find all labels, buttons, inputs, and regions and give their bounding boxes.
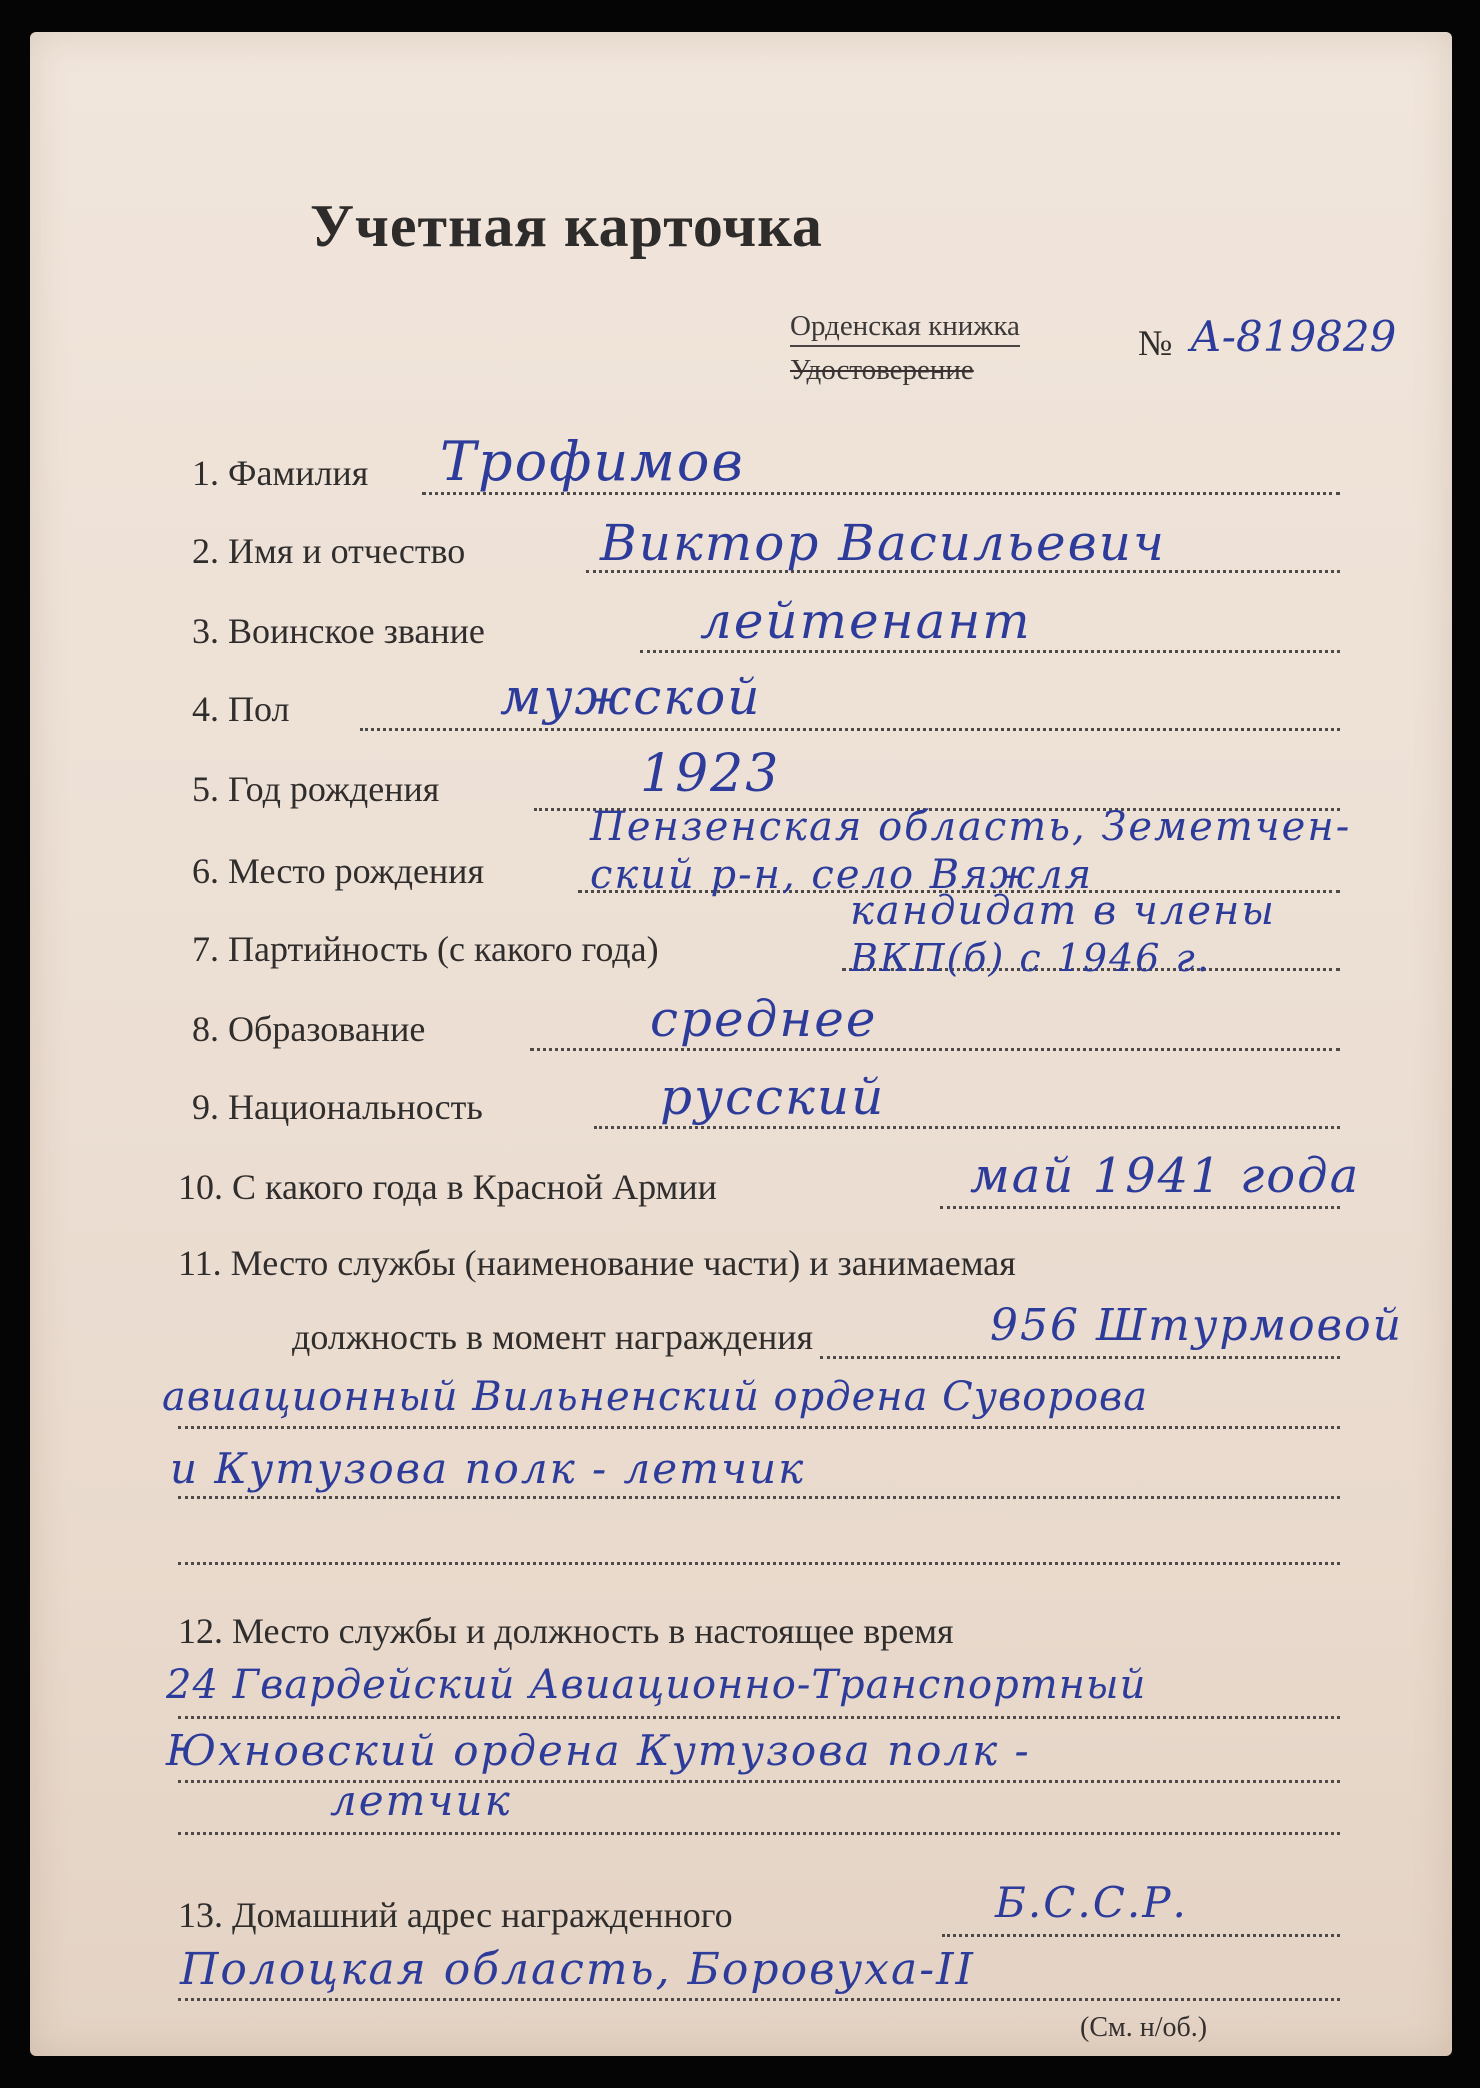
footer-see-reverse: (См. н/об.) xyxy=(1080,2012,1208,2043)
value-party-line2: ВКП(б) с 1946 г. xyxy=(850,936,1211,980)
line-service-at-award-2 xyxy=(178,1426,1340,1429)
label-nationality: 9. Национальность xyxy=(192,1087,483,1127)
line-home-address-2 xyxy=(178,1998,1340,2001)
line-nationality xyxy=(594,1126,1340,1129)
value-service-at-award-line2: авиационный Вильненский ордена Суворова xyxy=(162,1374,1149,1420)
card-title: Учетная карточка xyxy=(310,193,823,259)
line-sex xyxy=(360,728,1340,731)
value-military-rank: лейтенант xyxy=(700,592,1032,650)
value-current-service-line3: летчик xyxy=(330,1776,512,1825)
value-surname: Трофимов xyxy=(440,430,745,493)
label-birth-year: 5. Год рождения xyxy=(192,769,440,809)
label-service-at-award: 11. Место службы (наименование части) и занимаемая xyxy=(178,1243,1016,1283)
value-home-address-line1: Б.С.С.Р. xyxy=(995,1878,1188,1927)
line-current-service-3 xyxy=(178,1832,1340,1835)
label-name-patronymic: 2. Имя и отчество xyxy=(192,531,466,571)
label-education: 8. Образование xyxy=(192,1009,426,1049)
value-service-at-award-line3: и Кутузова полк - летчик xyxy=(170,1444,806,1493)
value-birthplace-line2: ский р-н, село Вяжля xyxy=(590,852,1094,898)
record-card xyxy=(30,32,1452,2056)
document-number: А-819829 xyxy=(1190,312,1397,361)
label-surname: 1. Фамилия xyxy=(192,453,369,493)
label-home-address: 13. Домашний адрес награжденного xyxy=(178,1895,733,1935)
line-education xyxy=(530,1048,1340,1051)
line-service-at-award-1 xyxy=(820,1356,1340,1359)
value-red-army-since: май 1941 года xyxy=(970,1148,1361,1204)
value-current-service-line1: 24 Гвардейский Авиационно-Транспортный xyxy=(166,1662,1147,1708)
value-home-address-line2: Полоцкая область, Боровуха-II xyxy=(180,1944,975,1995)
label-party-membership: 7. Партийность (с какого года) xyxy=(192,929,659,969)
line-red-army-since xyxy=(940,1206,1340,1209)
line-service-at-award-4 xyxy=(178,1562,1340,1565)
doc-option-order-book: Орденская книжка xyxy=(790,310,1020,347)
label-sex: 4. Пол xyxy=(192,689,290,729)
label-red-army-since: 10. С какого года в Красной Армии xyxy=(178,1167,717,1207)
value-name-patronymic: Виктор Васильевич xyxy=(600,514,1167,572)
value-service-at-award-line1: 956 Штурмовой xyxy=(990,1300,1403,1351)
value-birth-year: 1923 xyxy=(640,744,781,804)
line-military-rank xyxy=(640,650,1340,653)
value-sex: мужской xyxy=(500,668,762,726)
line-service-at-award-3 xyxy=(178,1496,1340,1499)
line-home-address-1 xyxy=(942,1934,1340,1937)
value-education: среднее xyxy=(650,990,878,1048)
number-sign: № xyxy=(1138,323,1173,363)
value-current-service-line2: Юхновский ордена Кутузова полк - xyxy=(166,1726,1031,1775)
value-party-line1: кандидат в члены xyxy=(850,888,1276,934)
label-military-rank: 3. Воинское звание xyxy=(192,611,485,651)
line-current-service-1 xyxy=(178,1716,1340,1719)
value-nationality: русский xyxy=(660,1068,886,1126)
label-birthplace: 6. Место рождения xyxy=(192,851,485,891)
label-current-service: 12. Место службы и должность в настоящее время xyxy=(178,1611,954,1651)
label-service-at-award-line2: должность в момент награждения xyxy=(292,1317,814,1357)
value-birthplace-line1: Пензенская область, Земетчен- xyxy=(590,804,1352,850)
doc-option-certificate-struck: Удостоверение xyxy=(790,354,974,386)
